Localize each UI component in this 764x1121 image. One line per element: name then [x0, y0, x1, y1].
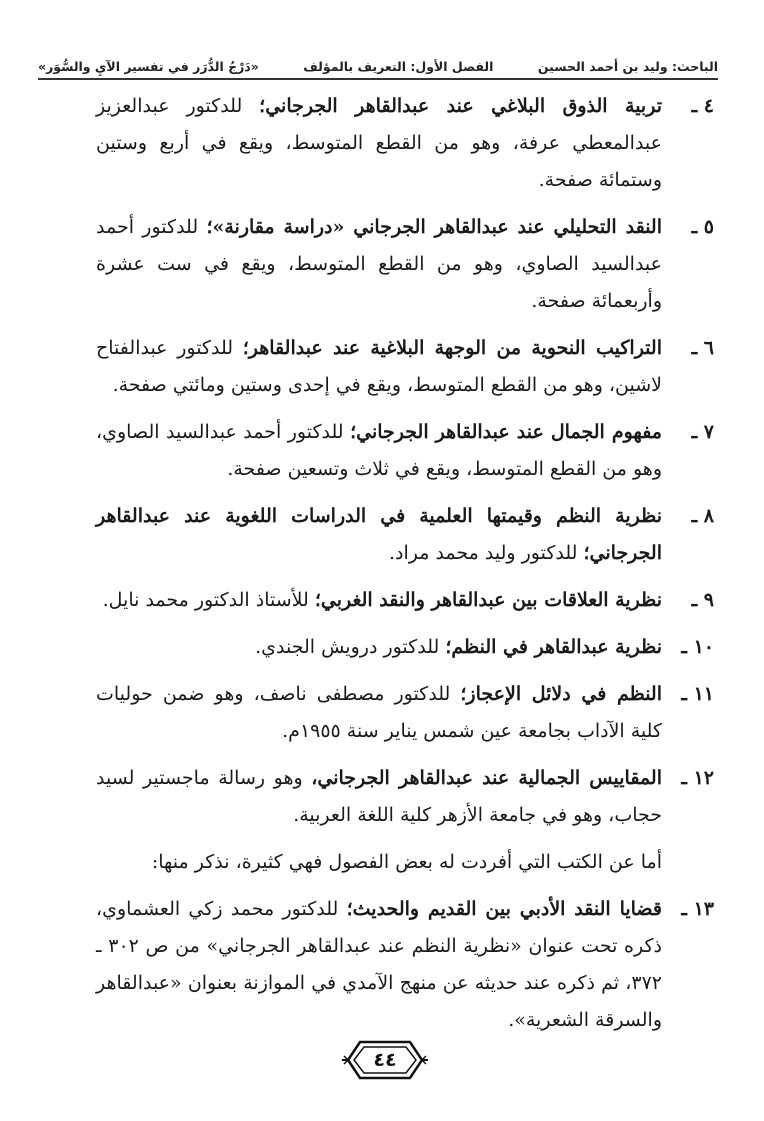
- list-item: [96, 891, 714, 1039]
- book-description: للدكتور وليد محمد مراد.: [388, 542, 584, 564]
- list-item: [96, 629, 714, 666]
- item-number: ٧ ـ: [691, 421, 714, 443]
- item-number: ٨ ـ: [691, 505, 714, 527]
- item-text: [96, 414, 662, 488]
- book-title: تربية الذوق البلاغي عند عبدالقاهر الجرجاني؛: [259, 95, 662, 117]
- running-header: [38, 44, 718, 74]
- header-book-title: «دَرْجُ الدُّرَر في تفسير الآيِ والسُّوَر»: [38, 59, 259, 74]
- book-title: مفهوم الجمال عند عبدالقاهر الجرجاني؛: [350, 421, 662, 443]
- book-description: للدكتور محمد زكي العشماوي، ذكره تحت عنوان «نظرية النظم عند عبدالقاهر الجرجاني» من ص ٣٠٢ ـ ٣٧٢، ثم ذكره عند حديثه عن منهج الآمدي في الموازنة بعنوان «عبدالقاهر والسرقة الشعرية».: [96, 898, 662, 1031]
- item-text: [96, 582, 662, 619]
- item-text: [96, 330, 662, 404]
- book-description: للأستاذ الدكتور محمد نايل.: [102, 589, 315, 611]
- item-text: [96, 760, 662, 834]
- book-title: نظرية عبدالقاهر في النظم؛: [445, 636, 662, 658]
- item-text: [96, 498, 662, 572]
- book-title: نظرية العلاقات بين عبدالقاهر والنقد الغربي؛: [314, 589, 662, 611]
- intro-paragraph: أما عن الكتب التي أفردت له بعض الفصول فهي كثيرة، نذكر منها:: [151, 851, 662, 873]
- header-author: الباحث: وليد بن أحمد الحسين: [537, 59, 718, 74]
- item-number: ١١ ـ: [681, 683, 714, 705]
- item-text: [96, 88, 662, 199]
- list-item: [96, 88, 714, 199]
- item-text: [96, 676, 662, 750]
- item-number: ١٢ ـ: [681, 767, 714, 789]
- book-description: للدكتور مصطفى ناصف، وهو ضمن حوليات كلية الآداب بجامعة عين شمس يناير سنة ١٩٥٥م.: [96, 683, 662, 742]
- book-description: للدكتور عبدالفتاح لاشين، وهو من القطع المتوسط، ويقع في إحدى وستين ومائتي صفحة.: [96, 337, 662, 396]
- book-description: وهو رسالة ماجستير لسيد حجاب، وهو في جامعة الأزهر كلية اللغة العربية.: [96, 767, 662, 826]
- book-description: للدكتور عبدالعزيز عبدالمعطي عرفة، وهو من القطع المتوسط، ويقع في أربع وستين وستمائة صفحة.: [96, 95, 662, 191]
- list-item: [96, 209, 714, 320]
- item-number: ٤ ـ: [691, 95, 714, 117]
- list-item: [96, 414, 714, 488]
- book-title: نظرية النظم وقيمتها العلمية في الدراسات اللغوية عند عبدالقاهر الجرجاني؛: [96, 505, 662, 564]
- list-item: [96, 760, 714, 834]
- item-number: ١٣ ـ: [681, 898, 714, 920]
- item-number: ٥ ـ: [691, 216, 714, 238]
- header-divider: [38, 78, 718, 80]
- page-number-badge: [340, 1036, 430, 1084]
- list-item: [96, 582, 714, 619]
- book-title: التراكيب النحوية من الوجهة البلاغية عند عبدالقاهر؛: [242, 337, 662, 359]
- header-chapter: الفصل الأول: التعريف بالمؤلف: [303, 59, 494, 74]
- book-title: النقد التحليلي عند عبدالقاهر الجرجاني «دراسة مقارنة»؛: [206, 216, 662, 238]
- book-description: للدكتور درويش الجندي.: [255, 636, 446, 658]
- item-number: ١٠ ـ: [681, 636, 714, 658]
- item-text: [96, 891, 662, 1039]
- list-item: [96, 676, 714, 750]
- item-number: ٦ ـ: [691, 337, 714, 359]
- page-number: ٤٤: [373, 1049, 397, 1071]
- book-title: قضايا النقد الأدبي بين القديم والحديث؛: [346, 898, 662, 920]
- list-item: [96, 498, 714, 572]
- item-text: [96, 209, 662, 320]
- list-item: [96, 330, 714, 404]
- book-title: المقاييس الجمالية عند عبدالقاهر الجرجاني،: [311, 767, 662, 789]
- book-description: للدكتور أحمد عبدالسيد الصاوي، وهو من القطع المتوسط، ويقع في ثلاث وتسعين صفحة.: [96, 421, 662, 480]
- item-number: ٩ ـ: [691, 589, 714, 611]
- book-description: للدكتور أحمد عبدالسيد الصاوي، وهو من القطع المتوسط، ويقع في ست عشرة وأربعمائة صفحة.: [96, 216, 662, 312]
- item-text: [96, 629, 662, 666]
- page-body: [96, 88, 714, 1049]
- book-title: النظم في دلائل الإعجاز؛: [460, 683, 662, 705]
